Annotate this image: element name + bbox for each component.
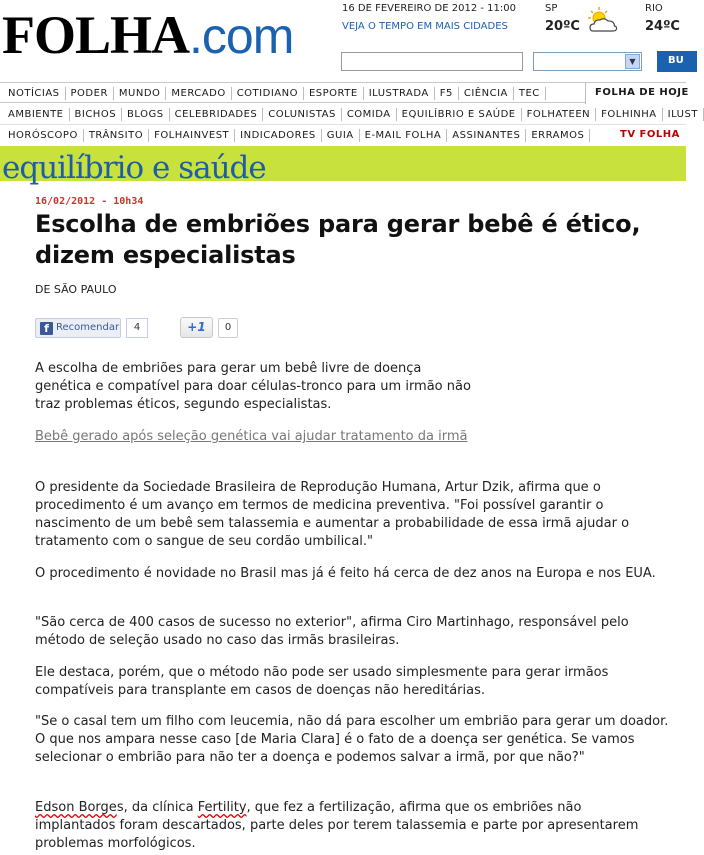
spellcheck-word-clinic[interactable]: Fertility <box>197 800 247 815</box>
facebook-count: 4 <box>126 318 148 338</box>
nav-item-assinantes[interactable]: ASSINANTES <box>447 129 526 142</box>
nav-item-cotidiano[interactable]: COTIDIANO <box>232 87 304 100</box>
article-paragraph <box>35 799 655 853</box>
nav-item-guia[interactable]: GUIA <box>322 129 360 142</box>
nav-item-equilibrio-e-saude[interactable]: EQUILÍBRIO E SAÚDE <box>397 108 522 121</box>
nav-item-email-folha[interactable]: E-MAIL FOLHA <box>360 129 448 142</box>
article-paragraph: O procedimento é novidade no Brasil mas já é feito há cerca de dez anos na Europa e nos EUA. <box>35 566 656 581</box>
weather-temp-sp: 20ºC <box>545 19 580 34</box>
site-header <box>0 0 686 82</box>
article-paragraph: "Se o casal tem um filho com leucemia, não dá para escolher um embrião para gerar um doador. O que nos ampara nesse caso [de Maria Clara] é o fato de a doença ser genética. Se vamos selecionar o embrião para não ter a doença e podemos salvar a irmã, por que não?" <box>35 714 669 765</box>
search-button[interactable]: BU <box>657 51 697 72</box>
nav-item-comida[interactable]: COMIDA <box>342 108 397 121</box>
nav-item-folhinha[interactable]: FOLHINHA <box>596 108 663 121</box>
article-headline: Escolha de embriões para gerar bebê é ético, dizem especialistas <box>35 210 641 269</box>
google-plus-count: 0 <box>218 318 238 338</box>
nav-item-indicadores[interactable]: INDICADORES <box>235 129 322 142</box>
nav-item-tec[interactable]: TEC <box>514 87 546 100</box>
partly-cloudy-icon <box>585 5 619 35</box>
name-suffix: s <box>116 800 124 815</box>
article-timestamp: 16/02/2012 - 10h34 <box>35 196 144 207</box>
chevron-down-icon[interactable]: ▼ <box>625 54 640 69</box>
nav-row-primary <box>0 82 689 103</box>
nav-item-f5[interactable]: F5 <box>435 87 459 100</box>
section-title[interactable]: equilíbrio e saúde <box>2 150 266 186</box>
date-line: 16 DE FEVEREIRO DE 2012 - 11:00 <box>342 3 516 14</box>
nav-item-ambiente[interactable]: AMBIENTE <box>0 108 70 121</box>
nav-item-transito[interactable]: TRÂNSITO <box>84 129 149 142</box>
nav-item-ilustrada[interactable]: ILUSTRADA <box>364 87 435 100</box>
nav-item-celebridades[interactable]: CELEBRIDADES <box>170 108 264 121</box>
nav-item-folhainvest[interactable]: FOLHAINVEST <box>149 129 235 142</box>
nav-item-poder[interactable]: PODER <box>66 87 114 100</box>
nav-item-folhateen[interactable]: FOLHATEEN <box>522 108 597 121</box>
nav-item-mundo[interactable]: MUNDO <box>114 87 167 100</box>
nav-item-horoscopo[interactable]: HORÓSCOPO <box>0 129 84 142</box>
paragraph-text: , que fez a fertilização, afirma que os embriões não implantados foram descartados, parte deles por terem talassemia e parte por apresentarem problemas morfológicos. <box>35 800 639 851</box>
spellcheck-word-name[interactable]: Edson Borge <box>35 800 117 815</box>
facebook-recommend-button[interactable] <box>35 318 121 338</box>
weather-temp-rio: 24ºC <box>645 19 680 34</box>
nav-item-colunistas[interactable]: COLUNISTAS <box>263 108 342 121</box>
weather-more-cities-link[interactable]: VEJA O TEMPO EM MAIS CIDADES <box>342 21 508 32</box>
article-paragraph: A escolha de embriões para gerar um bebê livre de doença genética e compatível para doar células-tronco para um irmão não traz problemas éticos, segundo especialistas. <box>35 361 471 412</box>
nav-item-mercado[interactable]: MERCADO <box>166 87 231 100</box>
logo-suffix-text: .com <box>189 8 294 64</box>
article-paragraph: "São cerca de 400 casos de sucesso no exterior", afirma Ciro Martinhago, responsável pelo método de seleção usado no caso das irmãs brasileiras. <box>35 615 629 648</box>
weather-city-sp: SP <box>545 3 558 14</box>
facebook-icon: f <box>40 322 53 335</box>
nav-item-erramos[interactable]: ERRAMOS <box>526 129 590 142</box>
nav-item-blogs[interactable]: BLOGS <box>122 108 170 121</box>
nav-row-secondary <box>0 104 698 125</box>
related-article-link[interactable]: Bebê gerado após seleção genética vai ajudar tratamento da irmã <box>35 429 468 444</box>
facebook-recommend-label: Recomendar <box>56 322 120 333</box>
paragraph-text: , da clínica <box>123 800 198 815</box>
article-paragraph: O presidente da Sociedade Brasileira de Reprodução Humana, Artur Dzik, afirma que o procedimento é um avanço em termos de medicina preventiva. "Foi possível garantir o nascimento de um bebê sem talassemia e aumentar a probabilidade de essa irmã ajudar o tratamento com o sangue de seu cordão umbilical." <box>35 480 630 549</box>
nav-item-ciencia[interactable]: CIÊNCIA <box>459 87 514 100</box>
weather-city-rio: RIO <box>645 3 663 14</box>
google-plus-one-button[interactable]: +1 <box>180 317 213 338</box>
nav-item-tv-folha[interactable]: TV FOLHA <box>611 125 680 146</box>
logo-main-text: FOLHA <box>2 5 190 65</box>
article-byline: DE SÃO PAULO <box>35 283 117 296</box>
nav-item-folha-de-hoje[interactable]: FOLHA DE HOJE <box>585 83 689 104</box>
search-input[interactable] <box>341 52 523 71</box>
article-paragraph: Ele destaca, porém, que o método não pode ser usado simplesmente para gerar irmãos compatíveis para transplante em casos de doenças não hereditárias. <box>35 665 609 698</box>
search-scope-select[interactable] <box>533 52 642 71</box>
folha-logo[interactable] <box>2 4 293 66</box>
nav-item-esporte[interactable]: ESPORTE <box>304 87 364 100</box>
nav-item-bichos[interactable]: BICHOS <box>70 108 123 121</box>
nav-item-noticias[interactable]: NOTÍCIAS <box>0 87 66 100</box>
nav-row-tertiary <box>0 125 686 146</box>
nav-item-ilustrissima[interactable]: ILUST <box>663 108 704 121</box>
